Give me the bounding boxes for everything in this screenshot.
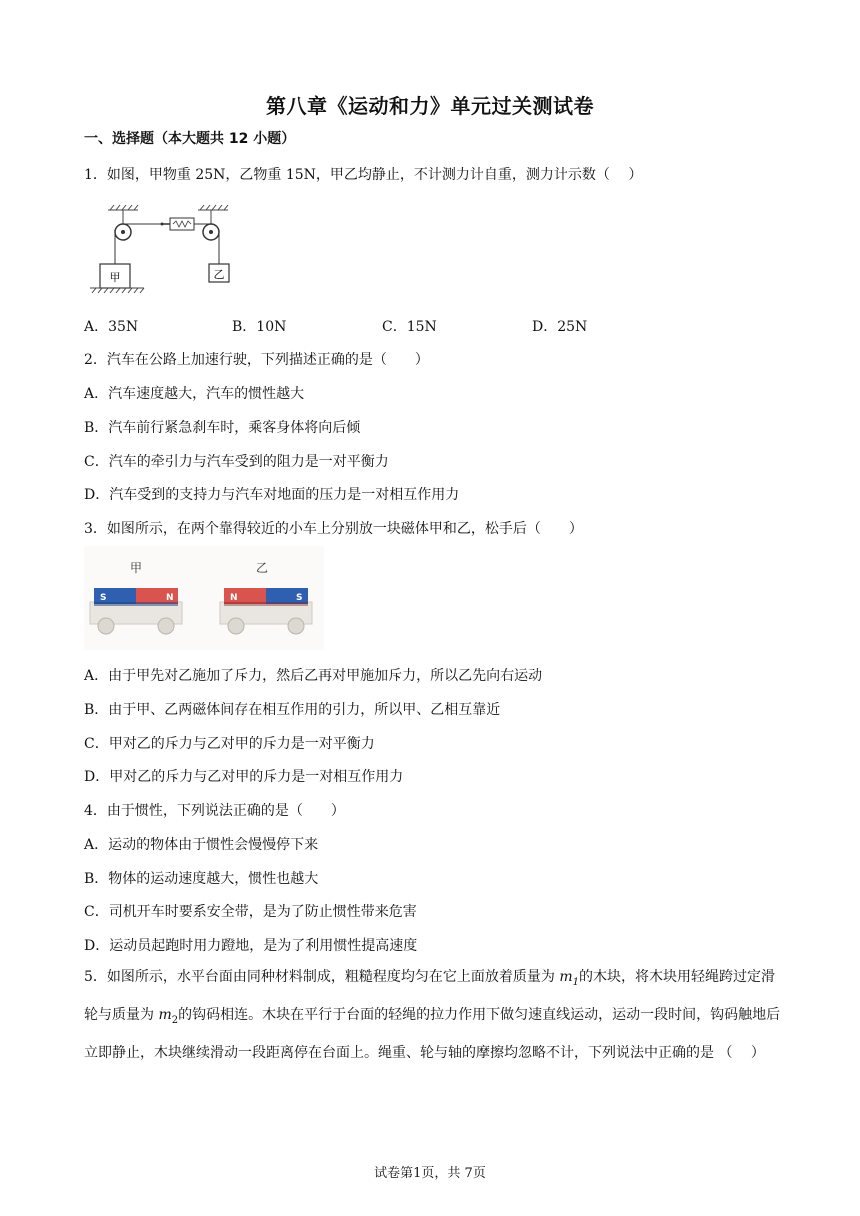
q3-option-c: C．甲对乙的斥力与乙对甲的斥力是一对平衡力 (84, 736, 375, 752)
q4-option-a: A．运动的物体由于惯性会慢慢停下来 (84, 837, 319, 853)
q2-option-d: D．汽车受到的支持力与汽车对地面的压力是一对相互作用力 (84, 487, 460, 503)
q1-label-jia: 甲 (109, 271, 121, 284)
q1-option-d: D．25N (532, 319, 588, 335)
section-heading: 一、选择题（本大题共 12 小题） (84, 131, 296, 147)
q3-pole-2: N (166, 593, 174, 603)
q3-label-jia: 甲 (129, 561, 143, 575)
q5-m2-sub: 2 (171, 1014, 179, 1026)
q3-pole-3: N (230, 593, 238, 603)
q2-option-a: A．汽车速度越大，汽车的惯性越大 (84, 386, 305, 402)
q5-stem (84, 961, 784, 1070)
q3-option-b: B．由于甲、乙两磁体间存在相互作用的引力，所以甲、乙相互靠近 (84, 702, 501, 718)
q4-option-c: C．司机开车时要系安全带，是为了防止惯性带来危害 (84, 904, 417, 920)
q1-label-yi: 乙 (213, 268, 225, 281)
q4-option-d: D．运动员起跑时用力蹬地，是为了利用惯性提高速度 (84, 938, 418, 954)
q3-stem: 3．如图所示，在两个靠得较近的小车上分别放一块磁体甲和乙，松手后（ ） (84, 521, 583, 537)
q3-pole-1: S (100, 593, 107, 603)
page-footer: 试卷第1页，共 7页 (374, 1166, 486, 1181)
q5-m2: m (158, 1006, 172, 1023)
q1-stem: 1．如图，甲物重 25N，乙物重 15N，甲乙均静止，不计测力计自重，测力计示数（ ） (84, 167, 643, 183)
q5-text-2: 的木块，将木块用轻绳跨过定滑轮与质量为 (84, 969, 776, 1023)
q5-m1: m (559, 969, 573, 985)
page-title: 第八章《运动和力》单元过关测试卷 (266, 94, 594, 118)
q3-pole-4: S (296, 593, 303, 603)
q5-text-1: 5．如图所示，水平台面由同种材料制成，粗糙程度均匀在它上面放着质量为 (84, 969, 560, 985)
q1-option-b: B．10N (232, 319, 287, 335)
q1-pulley-figure (86, 202, 238, 298)
q4-stem: 4．由于惯性，下列说法正确的是（ ） (84, 803, 345, 819)
q1-option-c: C．15N (382, 319, 437, 335)
q2-option-b: B．汽车前行紧急刹车时，乘客身体将向后倾 (84, 420, 361, 436)
q3-label-yi: 乙 (255, 561, 269, 575)
q5-m1-sub: 1 (572, 976, 580, 988)
q4-option-b: B．物体的运动速度越大，惯性也越大 (84, 871, 319, 887)
q3-option-d: D．甲对乙的斥力与乙对甲的斥力是一对相互作用力 (84, 769, 404, 785)
q1-option-a: A．35N (84, 319, 139, 335)
q3-option-a: A．由于甲先对乙施加了斥力，然后乙再对甲施加斥力，所以乙先向右运动 (84, 668, 543, 684)
q2-stem: 2．汽车在公路上加速行驶，下列描述正确的是（ ） (84, 352, 429, 368)
q2-option-c: C．汽车的牵引力与汽车受到的阻力是一对平衡力 (84, 454, 389, 470)
q3-magnet-cart-figure (84, 546, 324, 650)
q5-text-3: 的钩码相连。木块在平行于台面的轻绳的拉力作用下做匀速直线运动，运动一段时间，钩码触地后立即静止，木块继续滑动一段距离停在台面上。绳重、轮与轴的摩擦均忽略不计，下列说法中正确的是 （ ） (84, 1006, 781, 1061)
